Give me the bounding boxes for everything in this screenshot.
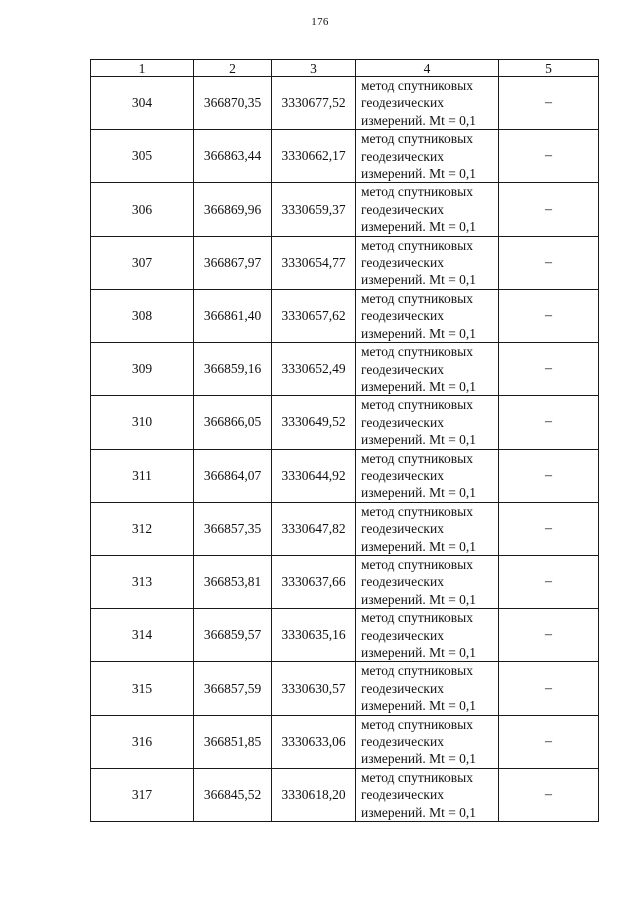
method-line-2: геодезических (361, 627, 444, 643)
method-line-3: измерений. Mt = 0,1 (361, 804, 477, 820)
method-line-1: метод спутниковых (361, 184, 473, 200)
y-coordinate-cell: 3330644,92 (272, 449, 356, 502)
y-coordinate-cell: 3330630,57 (272, 662, 356, 715)
point-number-cell: 305 (91, 130, 194, 183)
method-line-3: измерений. Mt = 0,1 (361, 219, 477, 235)
table-row (91, 236, 599, 289)
column-5-cell: – (499, 130, 599, 183)
column-5-cell: – (499, 183, 599, 236)
coordinates-table (90, 59, 599, 822)
method-line-2: геодезических (361, 787, 444, 803)
point-number-cell: 315 (91, 662, 194, 715)
column-5-cell: – (499, 662, 599, 715)
column-5-cell: – (499, 768, 599, 821)
method-cell (356, 449, 499, 502)
header-col-3: 3 (272, 60, 356, 77)
method-cell (356, 609, 499, 662)
method-line-2: геодезических (361, 521, 444, 537)
method-line-1: метод спутниковых (361, 450, 473, 466)
method-line-3: измерений. Mt = 0,1 (361, 166, 477, 182)
method-cell (356, 555, 499, 608)
method-line-1: метод спутниковых (361, 769, 473, 785)
x-coordinate-cell: 366863,44 (194, 130, 272, 183)
table-row (91, 555, 599, 608)
method-line-3: измерений. Mt = 0,1 (361, 272, 477, 288)
column-5-cell: – (499, 77, 599, 130)
method-line-2: геодезических (361, 201, 444, 217)
column-5-cell: – (499, 236, 599, 289)
x-coordinate-cell: 366857,59 (194, 662, 272, 715)
page-number: 176 (311, 16, 329, 28)
table-row (91, 449, 599, 502)
table-row (91, 396, 599, 449)
method-line-2: геодезических (361, 734, 444, 750)
x-coordinate-cell: 366859,57 (194, 609, 272, 662)
method-line-1: метод спутниковых (361, 716, 473, 732)
method-cell (356, 77, 499, 130)
table-row (91, 343, 599, 396)
y-coordinate-cell: 3330618,20 (272, 768, 356, 821)
method-line-3: измерений. Mt = 0,1 (361, 538, 477, 554)
method-line-1: метод спутниковых (361, 131, 473, 147)
column-5-cell: – (499, 289, 599, 342)
method-line-1: метод спутниковых (361, 344, 473, 360)
column-5-cell: – (499, 715, 599, 768)
method-line-1: метод спутниковых (361, 237, 473, 253)
x-coordinate-cell: 366866,05 (194, 396, 272, 449)
x-coordinate-cell: 366861,40 (194, 289, 272, 342)
method-cell (356, 768, 499, 821)
y-coordinate-cell: 3330654,77 (272, 236, 356, 289)
table-row (91, 502, 599, 555)
method-line-2: геодезических (361, 308, 444, 324)
point-number-cell: 312 (91, 502, 194, 555)
method-cell (356, 396, 499, 449)
point-number-cell: 317 (91, 768, 194, 821)
x-coordinate-cell: 366845,52 (194, 768, 272, 821)
method-cell (356, 502, 499, 555)
table-row (91, 183, 599, 236)
method-line-1: метод спутниковых (361, 503, 473, 519)
table-body (91, 77, 599, 822)
y-coordinate-cell: 3330633,06 (272, 715, 356, 768)
method-line-3: измерений. Mt = 0,1 (361, 698, 477, 714)
header-col-4: 4 (356, 60, 499, 77)
point-number-cell: 316 (91, 715, 194, 768)
y-coordinate-cell: 3330637,66 (272, 555, 356, 608)
method-line-1: метод спутниковых (361, 663, 473, 679)
point-number-cell: 313 (91, 555, 194, 608)
point-number-cell: 314 (91, 609, 194, 662)
y-coordinate-cell: 3330659,37 (272, 183, 356, 236)
y-coordinate-cell: 3330662,17 (272, 130, 356, 183)
x-coordinate-cell: 366857,35 (194, 502, 272, 555)
point-number-cell: 306 (91, 183, 194, 236)
method-line-1: метод спутниковых (361, 556, 473, 572)
y-coordinate-cell: 3330652,49 (272, 343, 356, 396)
method-line-3: измерений. Mt = 0,1 (361, 751, 477, 767)
column-5-cell: – (499, 609, 599, 662)
header-col-1: 1 (91, 60, 194, 77)
method-line-1: метод спутниковых (361, 610, 473, 626)
y-coordinate-cell: 3330635,16 (272, 609, 356, 662)
x-coordinate-cell: 366859,16 (194, 343, 272, 396)
table-row (91, 77, 599, 130)
y-coordinate-cell: 3330649,52 (272, 396, 356, 449)
method-line-2: геодезических (361, 361, 444, 377)
method-line-1: метод спутниковых (361, 78, 473, 93)
table-row (91, 768, 599, 821)
point-number-cell: 308 (91, 289, 194, 342)
table-row (91, 715, 599, 768)
method-line-3: измерений. Mt = 0,1 (361, 378, 477, 394)
method-line-2: геодезических (361, 148, 444, 164)
x-coordinate-cell: 366851,85 (194, 715, 272, 768)
method-cell (356, 662, 499, 715)
header-col-5: 5 (499, 60, 599, 77)
header-row (91, 60, 599, 77)
method-cell (356, 289, 499, 342)
method-cell (356, 236, 499, 289)
y-coordinate-cell: 3330647,82 (272, 502, 356, 555)
method-line-2: геодезических (361, 255, 444, 271)
y-coordinate-cell: 3330657,62 (272, 289, 356, 342)
method-line-3: измерений. Mt = 0,1 (361, 645, 477, 660)
method-cell (356, 183, 499, 236)
x-coordinate-cell: 366869,96 (194, 183, 272, 236)
point-number-cell: 311 (91, 449, 194, 502)
method-line-1: метод спутниковых (361, 290, 473, 306)
y-coordinate-cell: 3330677,52 (272, 77, 356, 130)
point-number-cell: 310 (91, 396, 194, 449)
column-5-cell: – (499, 343, 599, 396)
point-number-cell: 309 (91, 343, 194, 396)
method-line-2: геодезических (361, 680, 444, 696)
method-line-3: измерений. Mt = 0,1 (361, 591, 477, 607)
table-row (91, 662, 599, 715)
x-coordinate-cell: 366864,07 (194, 449, 272, 502)
method-line-2: геодезических (361, 467, 444, 483)
point-number-cell: 307 (91, 236, 194, 289)
method-line-2: геодезических (361, 414, 444, 430)
column-5-cell: – (499, 555, 599, 608)
method-line-3: измерений. Mt = 0,1 (361, 325, 477, 341)
column-5-cell: – (499, 449, 599, 502)
method-line-2: геодезических (361, 95, 444, 111)
method-line-3: измерений. Mt = 0,1 (361, 485, 477, 501)
method-cell (356, 130, 499, 183)
table-header (91, 60, 599, 77)
method-line-2: геодезических (361, 574, 444, 590)
header-col-2: 2 (194, 60, 272, 77)
table-row (91, 289, 599, 342)
column-5-cell: – (499, 396, 599, 449)
table-row (91, 609, 599, 662)
method-cell (356, 343, 499, 396)
table-row (91, 130, 599, 183)
method-line-1: метод спутниковых (361, 397, 473, 413)
x-coordinate-cell: 366870,35 (194, 77, 272, 130)
x-coordinate-cell: 366853,81 (194, 555, 272, 608)
method-line-3: измерений. Mt = 0,1 (361, 112, 477, 128)
column-5-cell: – (499, 502, 599, 555)
x-coordinate-cell: 366867,97 (194, 236, 272, 289)
point-number-cell: 304 (91, 77, 194, 130)
method-cell (356, 715, 499, 768)
method-line-3: измерений. Mt = 0,1 (361, 432, 477, 448)
